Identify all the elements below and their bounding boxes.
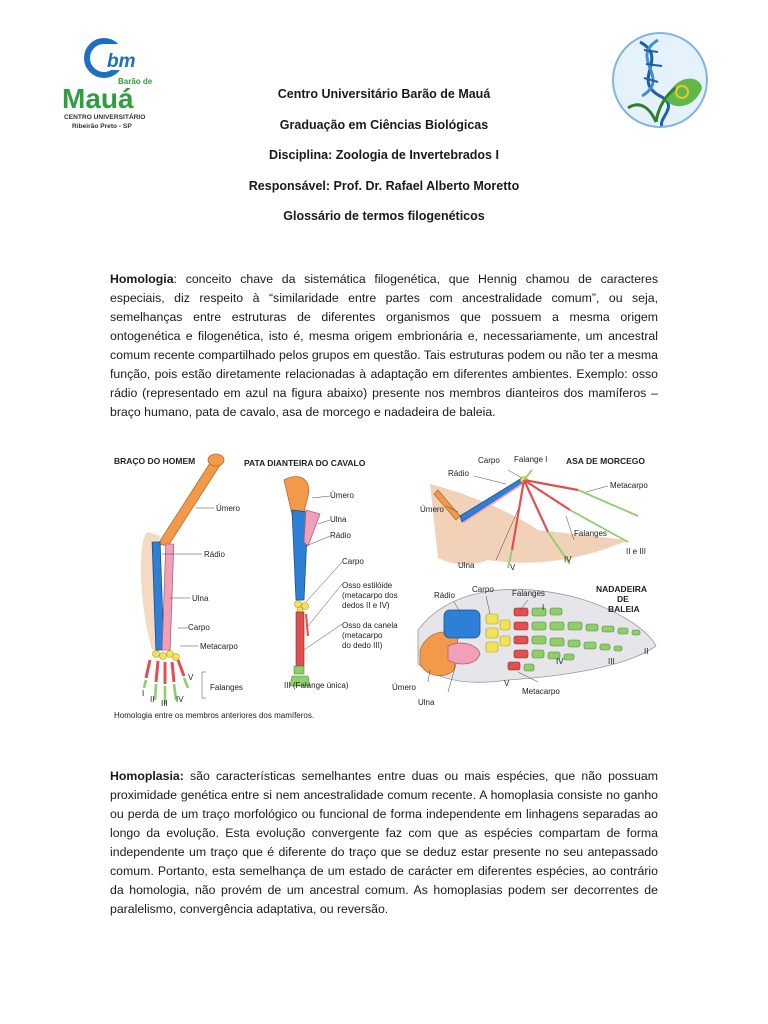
biology-emblem-icon bbox=[610, 30, 710, 130]
label-bat-carpo: Carpo bbox=[478, 456, 500, 465]
label-human-d1: I bbox=[142, 689, 145, 698]
label-horse-falange: III (Falange única) bbox=[284, 681, 349, 690]
logo-line-1: CENTRO UNIVERSITÁRIO bbox=[64, 114, 146, 121]
label-bat-v: V bbox=[510, 563, 516, 572]
figure-caption: Homologia entre os membros anteriores dos mamíferos. bbox=[114, 711, 315, 720]
label-bat-radio: Rádio bbox=[448, 469, 469, 478]
homoplasia-text: são características semelhantes entre duas ou mais espécies, que não possuam proximidade genética entre si nem ancestralidade comum recente. A homoplasia consiste no ganho ou perda de um traço morfológico ou funcional de forma independente em linhagens separadas ao longo da evolução. Esta evolução convergente faz com que as espécies compartam de forma independente um traço que é diferente do traço que se deduz estar presente no seu antepassado comum. Portanto, esta semelhança de um estado de carácter em diferentes espécies, ao contrário da homologia, não provém de um ancestral comum. As homoplasias podem ser decorrentes de paralelismo, convergência adaptativa, ou reversão. bbox=[110, 769, 658, 916]
label-whale-d3: III bbox=[608, 657, 615, 666]
logo-mark: bm bbox=[107, 51, 136, 72]
label-whale-carpo: Carpo bbox=[472, 585, 494, 594]
term-homologia: Homologia bbox=[110, 272, 174, 286]
horse-leg-illustration bbox=[284, 477, 342, 686]
label-whale-d5: V bbox=[504, 679, 510, 688]
title-horse-leg: PATA DIANTEIRA DO CAVALO bbox=[244, 458, 366, 468]
label-human-d5: V bbox=[188, 673, 194, 682]
label-bat-falanges: Falanges bbox=[574, 529, 607, 538]
label-whale-d2: II bbox=[644, 647, 649, 656]
label-horse-estiloide-1: Osso estilóide bbox=[342, 581, 393, 590]
document-header bbox=[160, 86, 608, 239]
title-whale-2: DE bbox=[617, 594, 629, 604]
homologia-text: : conceito chave da sistemática filogenética, que Hennig chamou de caracteres especiais, diz respeito à “similaridade entre partes com ancestralidade comum”, ou seja, semelhanças entre estruturas de diferentes organismos que possuem a mesma origem ontogenética e filogenética, isto é, mesma origem embrionária e, necessariamente, um ancestral comum recente compartilhado pelos grupos em questão. Tais estruturas podem ou não ter a mesma função, pois estão diretamente relacionadas à adaptação em diferentes ambientes. Exemplo: osso rádio (representado em azul na figura abaixo) presente nos membros dianteiros dos mamíferos – braço humano, pata de cavalo, asa de morcego e nadadeira de baleia. bbox=[110, 272, 658, 419]
paragraph-homologia bbox=[110, 270, 658, 422]
homology-figure bbox=[108, 450, 658, 722]
label-whale-falanges: Falanges bbox=[512, 589, 545, 598]
label-whale-ulna: Ulna bbox=[418, 698, 435, 707]
header-discipline: Disciplina: Zoologia de Invertebrados I bbox=[269, 148, 499, 162]
logo-name-big: Mauá bbox=[62, 83, 134, 114]
label-bat-falange1: Falange I bbox=[514, 455, 548, 464]
label-human-d4: IV bbox=[176, 695, 184, 704]
label-whale-umero: Úmero bbox=[392, 683, 417, 692]
label-bat-ulna: Ulna bbox=[458, 561, 475, 570]
header-title: Glossário de termos filogenéticos bbox=[283, 209, 485, 223]
label-human-ulna: Ulna bbox=[192, 594, 209, 603]
label-human-radio: Rádio bbox=[204, 550, 225, 559]
label-horse-estiloide-3: dedos II e IV) bbox=[342, 601, 390, 610]
title-bat-wing: ASA DE MORCEGO bbox=[566, 456, 646, 466]
label-horse-carpo: Carpo bbox=[342, 557, 364, 566]
label-bat-iv: IV bbox=[564, 555, 572, 564]
label-horse-umero: Úmero bbox=[330, 491, 355, 500]
title-whale-3: BALEIA bbox=[608, 604, 640, 614]
label-whale-metacarpo: Metacarpo bbox=[522, 687, 560, 696]
human-arm-illustration bbox=[141, 454, 224, 704]
title-human-arm: BRAÇO DO HOMEM bbox=[114, 456, 196, 466]
logo-line-2: Ribeirão Preto - SP bbox=[72, 123, 132, 130]
header-course: Graduação em Ciências Biológicas bbox=[279, 117, 489, 132]
label-human-carpo: Carpo bbox=[188, 623, 210, 632]
label-horse-canela-3: do dedo III) bbox=[342, 641, 383, 650]
label-human-d3: III bbox=[161, 699, 168, 708]
paragraph-homoplasia bbox=[110, 767, 658, 919]
label-horse-radio: Rádio bbox=[330, 531, 351, 540]
label-horse-estiloide-2: (metacarpo dos bbox=[342, 591, 398, 600]
label-whale-d1: I bbox=[542, 603, 545, 612]
logo-name-small: Barão de bbox=[118, 77, 153, 86]
label-bat-metacarpo: Metacarpo bbox=[610, 481, 648, 490]
label-bat-iieiii: II e III bbox=[626, 547, 647, 556]
label-human-d2: II bbox=[150, 695, 155, 704]
bat-wing-illustration bbox=[430, 470, 638, 568]
label-horse-ulna: Ulna bbox=[330, 515, 347, 524]
label-human-metacarpo: Metacarpo bbox=[200, 642, 238, 651]
header-institution: Centro Universitário Barão de Mauá bbox=[277, 87, 491, 101]
university-logo bbox=[60, 38, 164, 130]
term-homoplasia: Homoplasia: bbox=[110, 769, 184, 783]
title-whale-1: NADADEIRA bbox=[596, 584, 647, 594]
label-whale-d4: IV bbox=[556, 657, 564, 666]
label-horse-canela-1: Osso da canela bbox=[342, 621, 398, 630]
label-human-umero: Úmero bbox=[216, 504, 241, 513]
label-human-falanges: Falanges bbox=[210, 683, 243, 692]
label-whale-radio: Rádio bbox=[434, 591, 455, 600]
label-bat-umero: Úmero bbox=[420, 505, 445, 514]
label-horse-canela-2: (metacarpo bbox=[342, 631, 383, 640]
header-responsible: Responsável: Prof. Dr. Rafael Alberto Moretto bbox=[248, 178, 520, 193]
